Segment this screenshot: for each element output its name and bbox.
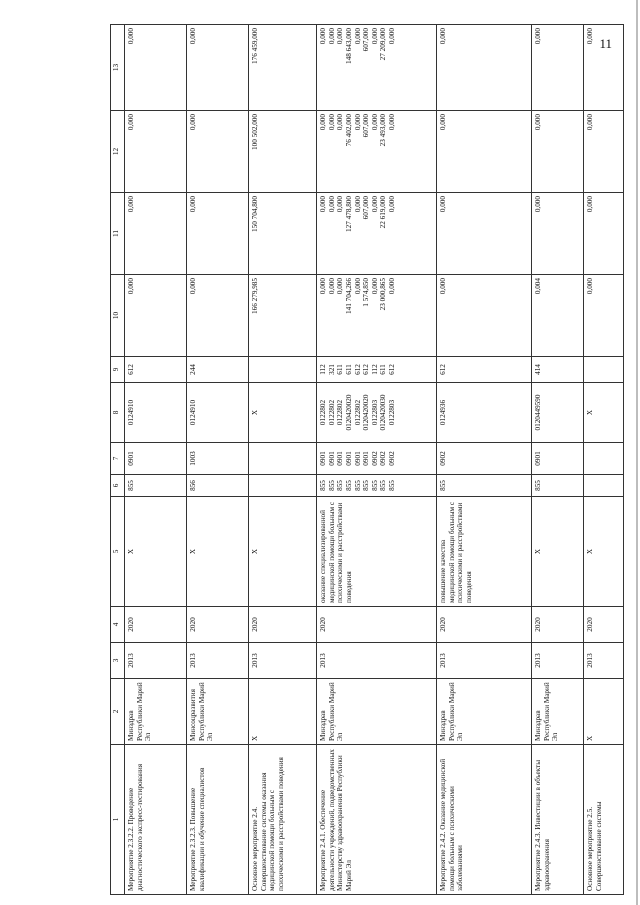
cell-value: 0901 [127, 451, 135, 466]
page-number: 11 [599, 36, 612, 51]
start-year-cell: 2013 [532, 643, 584, 679]
target-article-cell [249, 383, 317, 443]
cell-value: 0120449590 [534, 394, 542, 431]
cell-value: 0,004 [534, 278, 542, 295]
cell-value: 0901 [362, 451, 371, 466]
cell-value: 0902 [370, 451, 379, 466]
amount-cell [125, 25, 187, 111]
grbs-cell [317, 475, 437, 497]
col-header: 13 [111, 25, 125, 111]
cell-value: 612 [362, 364, 371, 375]
executor-cell: Минздрав Республики Марий Эл [317, 679, 437, 745]
cell-value: 0,000 [586, 114, 594, 131]
col-header: 7 [111, 443, 125, 475]
cell-value: 855 [439, 480, 447, 491]
expense-type-cell [249, 357, 317, 383]
col-header: 11 [111, 193, 125, 275]
cell-value: X [586, 409, 594, 416]
expense-type-cell [532, 357, 584, 383]
executor-cell: X [584, 679, 624, 745]
grbs-cell [249, 475, 317, 497]
amount-cell [437, 111, 532, 193]
cell-value: 0902 [379, 451, 388, 466]
cell-value: 414 [534, 364, 542, 375]
cell-value: 0901 [319, 451, 327, 466]
cell-value: 0,000 [336, 114, 345, 131]
cell-value: 855 [319, 480, 327, 491]
cell-value: 166 279,985 [251, 278, 259, 314]
col-header: 1 [111, 745, 125, 895]
col-header: 4 [111, 607, 125, 643]
end-year-cell: 2020 [249, 607, 317, 643]
cell-value: 0,000 [353, 196, 362, 213]
cell-value: 148 643,000 [344, 28, 353, 64]
amount-cell [532, 25, 584, 111]
amount-cell [317, 275, 437, 357]
cell-value: 612 [353, 364, 362, 375]
cell-value: 0,000 [319, 196, 327, 213]
cell-value: 244 [189, 364, 197, 375]
cell-value: 321 [327, 364, 336, 375]
col-header: 12 [111, 111, 125, 193]
executor-cell: Минздрав Республики Марий Эл [532, 679, 584, 745]
cell-value: 611 [344, 364, 353, 375]
cell-value: 0122803 [388, 399, 397, 426]
start-year-cell: 2013 [317, 643, 437, 679]
amount-cell [125, 193, 187, 275]
cell-value: 607,000 [362, 28, 371, 52]
col-header: 5 [111, 497, 125, 607]
cell-value: 0,000 [336, 278, 345, 295]
cell-value: 0,000 [370, 114, 379, 131]
col-header: 8 [111, 383, 125, 443]
table-row [584, 25, 624, 895]
cell-value: 0124910 [127, 399, 135, 426]
cell-value: 855 [388, 480, 397, 491]
cell-value: 0,000 [534, 28, 542, 45]
cell-value: 0,000 [388, 196, 397, 213]
target-article-cell [532, 383, 584, 443]
cell-value: 0122802 [327, 399, 336, 426]
activity-name-cell: Мероприятие 2.4.2. Оказание медицинской помощи больным с психическими заболеваниями [437, 745, 532, 895]
cell-value: X [251, 409, 259, 416]
cell-value: 0124936 [439, 399, 447, 426]
table-row [187, 25, 249, 895]
amount-cell [187, 193, 249, 275]
cell-value: 0,000 [319, 114, 327, 131]
cell-value: 855 [362, 480, 371, 491]
start-year-cell: 2013 [125, 643, 187, 679]
cell-value: 1003 [189, 451, 197, 466]
amount-cell [532, 111, 584, 193]
cell-value: 0,000 [189, 196, 197, 213]
cell-value: 0,000 [353, 114, 362, 131]
cell-value: 611 [336, 364, 345, 375]
executor-cell: Минздрав Республики Марий Эл [125, 679, 187, 745]
cell-value: 855 [336, 480, 345, 491]
amount-cell [532, 193, 584, 275]
section-cell [187, 443, 249, 475]
cell-value: 855 [370, 480, 379, 491]
cell-value: 607,000 [362, 114, 371, 138]
amount-cell [584, 193, 624, 275]
cell-value: 0,000 [319, 278, 327, 295]
amount-cell [437, 275, 532, 357]
amount-cell [249, 275, 317, 357]
cell-value: 0,000 [336, 28, 345, 45]
activity-name-cell: Мероприятие 2.4.3. Инвестиции в объекты здравоохранения [532, 745, 584, 895]
cell-value: 0,000 [370, 28, 379, 45]
cell-value: 112 [370, 364, 379, 375]
cell-value: 0901 [353, 451, 362, 466]
amount-cell [249, 193, 317, 275]
cell-value: 0901 [336, 451, 345, 466]
grbs-cell [437, 475, 532, 497]
amount-cell [249, 111, 317, 193]
table-row [532, 25, 584, 895]
cell-value: 0120420020 [344, 394, 353, 431]
cell-value: 607,000 [362, 196, 371, 220]
end-year-cell: 2020 [437, 607, 532, 643]
cell-value: 856 [189, 480, 197, 491]
table-row [317, 25, 437, 895]
cell-value: 0,000 [353, 278, 362, 295]
result-cell: X [532, 497, 584, 607]
cell-value: 0901 [534, 451, 542, 466]
col-header: 3 [111, 643, 125, 679]
cell-value: 0,000 [336, 196, 345, 213]
table-row [437, 25, 532, 895]
amount-cell [187, 25, 249, 111]
cell-value: 855 [327, 480, 336, 491]
cell-value: 855 [127, 480, 135, 491]
cell-value: 0,000 [189, 28, 197, 45]
cell-value: 0,000 [327, 114, 336, 131]
cell-value: 0,000 [534, 114, 542, 131]
amount-cell [249, 25, 317, 111]
start-year-cell: 2013 [584, 643, 624, 679]
section-cell [317, 443, 437, 475]
amount-cell [125, 275, 187, 357]
cell-value: 0,000 [439, 114, 447, 131]
result-cell: оказание специализированной медицинской помощи больным с психическими и расстройствами поведения [317, 497, 437, 607]
expense-type-cell [317, 357, 437, 383]
cell-value: 612 [127, 364, 135, 375]
cell-value: 855 [353, 480, 362, 491]
amount-cell [125, 111, 187, 193]
start-year-cell: 2013 [249, 643, 317, 679]
end-year-cell: 2020 [187, 607, 249, 643]
cell-value: 23 000,865 [379, 278, 388, 311]
cell-value: 0,000 [127, 196, 135, 213]
cell-value: 855 [379, 480, 388, 491]
cell-value: 0,000 [388, 114, 397, 131]
grbs-cell [532, 475, 584, 497]
target-article-cell [187, 383, 249, 443]
activity-name-cell: Мероприятие 2.4.1. Обеспечение деятельности учреждений, подведомственных Министерству здравоохранения Республики Марий Эл [317, 745, 437, 895]
amount-cell [437, 25, 532, 111]
cell-value: 0,000 [439, 196, 447, 213]
end-year-cell: 2020 [317, 607, 437, 643]
cell-value: 127 478,800 [344, 196, 353, 232]
cell-value: 23 493,000 [379, 114, 388, 147]
cell-value: 0,000 [586, 28, 594, 45]
executor-cell: Минздрав Республики Марий Эл [437, 679, 532, 745]
amount-cell [317, 193, 437, 275]
cell-value: 1 574,850 [362, 278, 371, 307]
result-cell: X [125, 497, 187, 607]
cell-value: 0,000 [127, 28, 135, 45]
col-header: 9 [111, 357, 125, 383]
cell-value: 100 502,000 [251, 114, 259, 150]
end-year-cell: 2020 [532, 607, 584, 643]
cell-value: 0902 [439, 451, 447, 466]
amount-cell [317, 25, 437, 111]
cell-value: 0120420020 [362, 394, 371, 431]
target-article-cell [437, 383, 532, 443]
section-cell [249, 443, 317, 475]
section-cell [584, 443, 624, 475]
cell-value: 0122803 [370, 399, 379, 426]
grbs-cell [125, 475, 187, 497]
end-year-cell: 2020 [125, 607, 187, 643]
activity-name-cell: Мероприятие 2.3.2.2. Проведение диагностического экспресс-тестирования [125, 745, 187, 895]
cell-value: 112 [319, 364, 327, 375]
cell-value: 612 [439, 364, 447, 375]
cell-value: 0,000 [319, 28, 327, 45]
cell-value: 22 619,000 [379, 196, 388, 229]
col-header: 10 [111, 275, 125, 357]
cell-value: 0,000 [388, 28, 397, 45]
target-article-cell [584, 383, 624, 443]
cell-value: 0,000 [189, 114, 197, 131]
amount-cell [584, 111, 624, 193]
section-cell [437, 443, 532, 475]
cell-value: 0901 [344, 451, 353, 466]
cell-value: 0122802 [336, 399, 345, 426]
result-cell: X [249, 497, 317, 607]
cell-value: 0,000 [586, 278, 594, 295]
cell-value: 0901 [327, 451, 336, 466]
cell-value: 0,000 [370, 196, 379, 213]
amount-cell [187, 111, 249, 193]
grbs-cell [584, 475, 624, 497]
expense-type-cell [584, 357, 624, 383]
cell-value: 0902 [388, 451, 397, 466]
cell-value: 0,000 [127, 278, 135, 295]
cell-value: 0,000 [189, 278, 197, 295]
amount-cell [532, 275, 584, 357]
amount-cell [317, 111, 437, 193]
col-header: 6 [111, 475, 125, 497]
cell-value: 611 [379, 364, 388, 375]
cell-value: 0,000 [353, 28, 362, 45]
section-cell [125, 443, 187, 475]
cell-value: 150 704,800 [251, 196, 259, 232]
section-cell [532, 443, 584, 475]
cell-value: 0,000 [534, 196, 542, 213]
budget-table [110, 24, 624, 895]
table-body [125, 25, 624, 895]
start-year-cell: 2013 [187, 643, 249, 679]
cell-value: 0,000 [370, 278, 379, 295]
end-year-cell: 2020 [584, 607, 624, 643]
expense-type-cell [125, 357, 187, 383]
cell-value: 0,000 [388, 278, 397, 295]
activity-name-cell: Основное мероприятие 2.5. Совершенствование системы [584, 745, 624, 895]
cell-value: 855 [534, 480, 542, 491]
cell-value: 0122802 [353, 399, 362, 426]
expense-type-cell [187, 357, 249, 383]
result-cell: X [187, 497, 249, 607]
header-row [111, 25, 125, 895]
cell-value: 27 209,000 [379, 28, 388, 61]
activity-name-cell: Мероприятие 2.3.2.3. Повышение квалификации и обучение специалистов [187, 745, 249, 895]
result-cell: X [584, 497, 624, 607]
result-cell: повышение качества медицинской помощи больным с психическими и расстройствами поведения [437, 497, 532, 607]
cell-value: 0122802 [319, 399, 327, 426]
start-year-cell: 2013 [437, 643, 532, 679]
cell-value: 0,000 [439, 278, 447, 295]
activity-name-cell: Основное мероприятие 2.4. Совершенствование системы оказания медицинской помощи больным с психическими и расстройствами поведения [249, 745, 317, 895]
amount-cell [437, 193, 532, 275]
executor-cell: Минсоцразвития Республики Марий Эл [187, 679, 249, 745]
cell-value: 0120420030 [379, 394, 388, 431]
cell-value: 0,000 [327, 278, 336, 295]
cell-value: 0,000 [586, 196, 594, 213]
cell-value: 0124910 [189, 399, 197, 426]
cell-value: 612 [388, 364, 397, 375]
cell-value: 855 [344, 480, 353, 491]
col-header: 2 [111, 679, 125, 745]
target-article-cell [317, 383, 437, 443]
grbs-cell [187, 475, 249, 497]
cell-value: 0,000 [439, 28, 447, 45]
cell-value: 0,000 [327, 196, 336, 213]
cell-value: 76 402,000 [344, 114, 353, 147]
expense-type-cell [437, 357, 532, 383]
cell-value: 0,000 [127, 114, 135, 131]
cell-value: 141 704,266 [344, 278, 353, 314]
amount-cell [584, 275, 624, 357]
amount-cell [187, 275, 249, 357]
target-article-cell [125, 383, 187, 443]
cell-value: 176 459,000 [251, 28, 259, 64]
amount-cell [584, 25, 624, 111]
cell-value: 0,000 [327, 28, 336, 45]
table-row [249, 25, 317, 895]
table-row [125, 25, 187, 895]
executor-cell: X [249, 679, 317, 745]
